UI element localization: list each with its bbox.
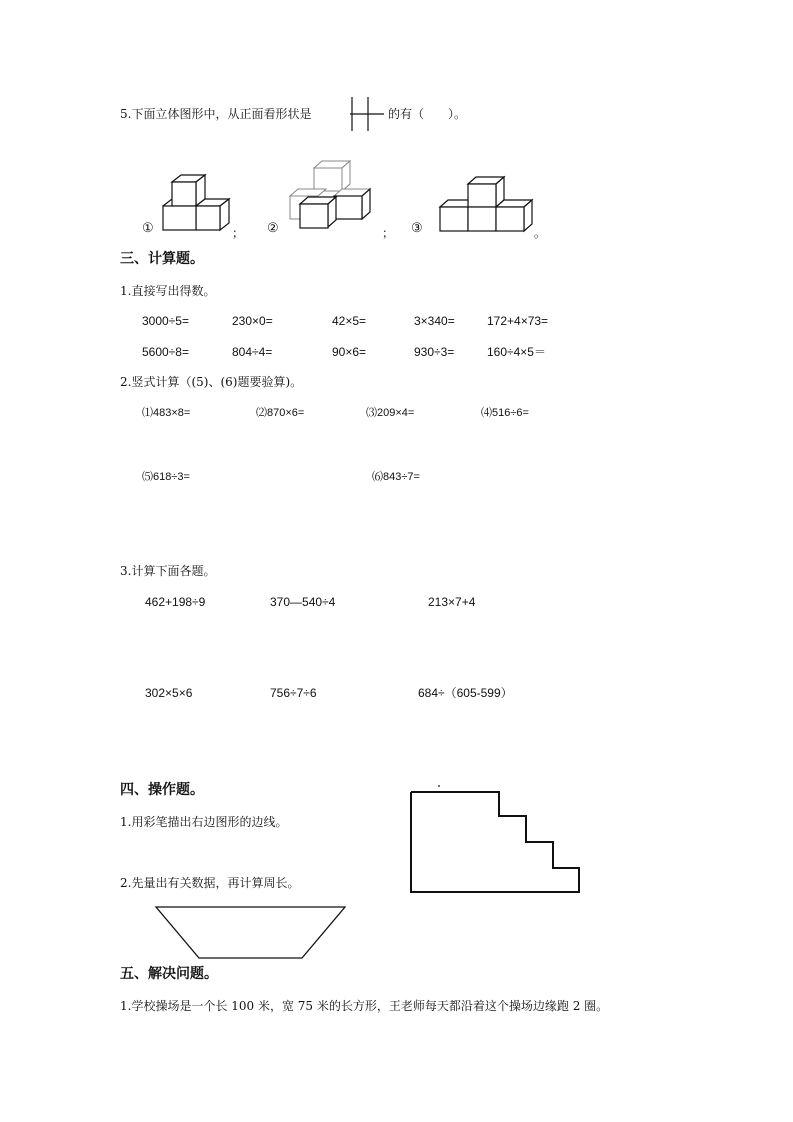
oral-calc-5: 172+4×73= bbox=[487, 314, 549, 328]
q3-3-title: 3.计算下面各题。 bbox=[120, 564, 216, 578]
section-3-title: 三、计算题。 bbox=[120, 251, 204, 267]
figure-sep-2: ； bbox=[382, 226, 395, 240]
q5-1-text: 1.学校操场是一个长 100 米，宽 75 米的长方形，王老师每天都沿着这个操场边缘跑 2 圈。 bbox=[120, 999, 609, 1013]
q4-2-text: 2.先量出有关数据，再计算周长。 bbox=[120, 876, 300, 890]
vertical-calc-1: ⑴483×8= bbox=[142, 407, 191, 419]
q5-prompt: 5.下面立体图形中，从正面看形状是 bbox=[120, 107, 312, 121]
cube-figure-1 bbox=[160, 172, 235, 234]
vertical-calc-5: ⑸618÷3= bbox=[142, 471, 190, 483]
q4-1-text: 1.用彩笔描出右边图形的边线。 bbox=[120, 815, 288, 829]
mixed-calc-1: 462+198÷9 bbox=[145, 595, 206, 609]
oral-calc-6: 5600÷8= bbox=[142, 345, 189, 359]
oral-calc-2: 230×0= bbox=[232, 314, 273, 328]
oral-calc-1: 3000÷5= bbox=[142, 314, 189, 328]
mixed-calc-4: 302×5×6 bbox=[145, 686, 193, 700]
figure-label-3: ③ bbox=[411, 221, 423, 236]
figure-label-2: ② bbox=[267, 221, 279, 236]
q5-suffix: 的有（ ）。 bbox=[388, 107, 467, 121]
oral-calc-9: 930÷3= bbox=[414, 345, 455, 359]
mixed-calc-3: 213×7+4 bbox=[428, 595, 476, 609]
oral-calc-10: 160÷4×5＝ bbox=[487, 345, 546, 359]
mixed-calc-5: 756÷7÷6 bbox=[270, 686, 317, 700]
vertical-calc-3: ⑶209×4= bbox=[366, 407, 415, 419]
section-4-title: 四、操作题。 bbox=[120, 782, 204, 798]
vertical-calc-2: ⑵870×6= bbox=[256, 407, 305, 419]
trapezoid-shape bbox=[154, 904, 349, 962]
figure-label-1: ① bbox=[142, 221, 154, 236]
cube-figure-3 bbox=[436, 174, 536, 236]
vertical-calc-6: ⑹843÷7= bbox=[372, 471, 420, 483]
q3-2-title: 2.竖式计算（(5)、(6)题要验算)。 bbox=[120, 375, 303, 389]
figure-sep-3: 。 bbox=[534, 226, 547, 240]
q3-1-title: 1.直接写出得数。 bbox=[120, 284, 216, 298]
oral-calc-4: 3×340= bbox=[414, 314, 455, 328]
staircase-shape bbox=[405, 782, 587, 898]
vertical-calc-4: ⑷516÷6= bbox=[481, 407, 529, 419]
cube-figure-2 bbox=[286, 158, 382, 236]
front-view-icon bbox=[350, 97, 384, 131]
figure-sep-1: ； bbox=[232, 226, 245, 240]
mixed-calc-2: 370—540÷4 bbox=[270, 595, 336, 609]
oral-calc-8: 90×6= bbox=[332, 345, 367, 359]
oral-calc-3: 42×5= bbox=[332, 314, 367, 328]
oral-calc-7: 804÷4= bbox=[232, 345, 273, 359]
section-5-title: 五、解决问题。 bbox=[120, 966, 218, 982]
mixed-calc-6: 684÷（605-599） bbox=[418, 686, 513, 700]
